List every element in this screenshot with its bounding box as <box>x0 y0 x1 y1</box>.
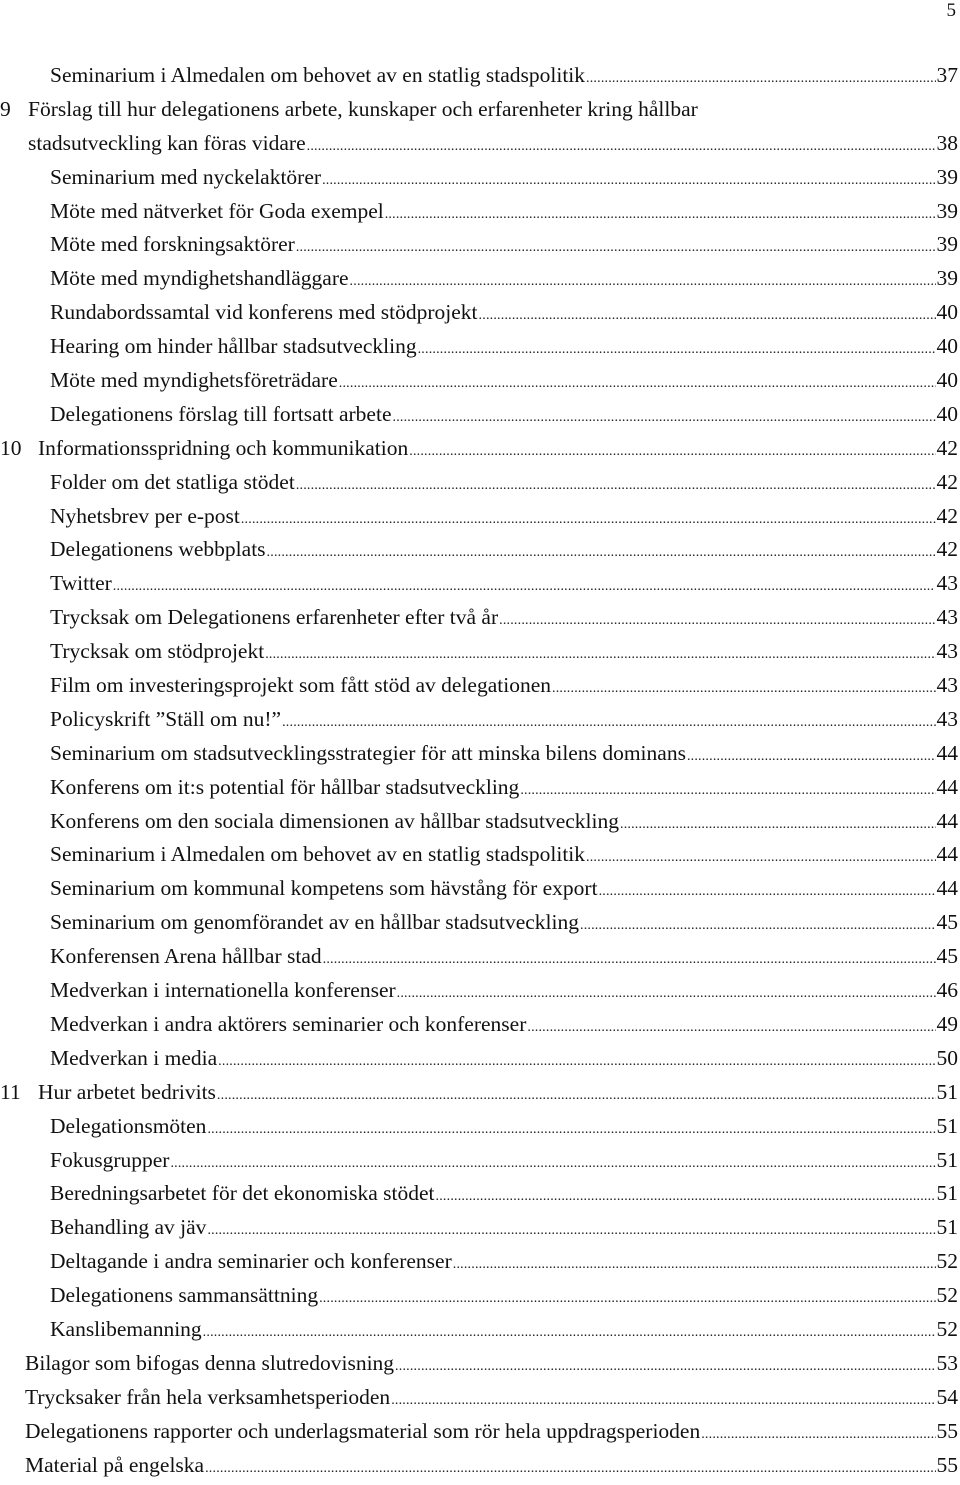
toc-entry-page: 40 <box>936 300 958 325</box>
dot-leader <box>391 1384 935 1418</box>
toc-entry-title: Möte med myndighetshandläggare <box>50 266 349 291</box>
toc-entry-page: 44 <box>936 740 958 765</box>
toc-entry[interactable] <box>0 1279 960 1313</box>
toc-entry-page: 39 <box>936 232 958 257</box>
toc-entry[interactable] <box>0 1211 960 1245</box>
toc-entry[interactable] <box>0 771 960 805</box>
dot-leader <box>218 1045 935 1079</box>
toc-entry-page: 42 <box>936 435 958 460</box>
dot-leader <box>207 1214 935 1248</box>
toc-entry-title: Hearing om hinder hållbar stadsutveckling <box>50 334 417 359</box>
toc-entry-page: 51 <box>936 1215 958 1240</box>
toc-entry-page: 44 <box>936 774 958 799</box>
toc-entry-page: 43 <box>936 639 958 664</box>
toc-entry-title: Deltagande i andra seminarier och konferenser <box>50 1249 452 1274</box>
dot-leader <box>267 536 936 570</box>
dot-leader <box>265 638 935 672</box>
toc-entry[interactable] <box>0 635 960 669</box>
toc-entry-title: Medverkan i media <box>50 1045 218 1070</box>
toc-entry-title: Film om investeringsprojekt som fått stöd av delegationen <box>50 673 551 698</box>
dot-leader <box>418 333 936 367</box>
toc-entry[interactable] <box>0 1415 960 1449</box>
toc-entry-title: Fokusgrupper <box>50 1147 170 1172</box>
toc-entry[interactable] <box>0 940 960 974</box>
dot-leader <box>203 1316 936 1350</box>
dot-leader <box>580 909 936 943</box>
toc-entry[interactable] <box>0 601 960 635</box>
toc-entry-title: Förslag till hur delegationens arbete, kunskaper och erfarenheter kring hållbar <box>28 96 698 121</box>
toc-entry[interactable] <box>0 93 960 127</box>
toc-entry-page: 51 <box>936 1079 958 1104</box>
toc-entry-page: 39 <box>936 266 958 291</box>
dot-leader <box>599 875 936 909</box>
toc-entry[interactable] <box>0 1245 960 1279</box>
toc-entry[interactable] <box>0 195 960 229</box>
dot-leader <box>552 672 936 706</box>
toc-entry-title: Möte med myndighetsföreträdare <box>50 368 338 393</box>
dot-leader <box>205 1452 935 1485</box>
toc-entry-title: Trycksak om Delegationens erfarenheter efter två år <box>50 605 499 630</box>
dot-leader <box>520 774 935 808</box>
dot-leader <box>350 265 936 299</box>
dot-leader <box>282 706 935 740</box>
toc-entry-page: 50 <box>936 1045 958 1070</box>
toc-entry-page: 53 <box>936 1350 958 1375</box>
toc-entry-page: 39 <box>936 198 958 223</box>
toc-entry-page: 51 <box>936 1181 958 1206</box>
dot-leader <box>241 503 936 537</box>
toc-entry[interactable] <box>0 398 960 432</box>
toc-entry[interactable] <box>0 1177 960 1211</box>
toc-entry-page: 46 <box>936 978 958 1003</box>
dot-leader <box>687 740 936 774</box>
toc-entry-number: 9 <box>0 96 11 121</box>
toc-entry-title: Material på engelska <box>25 1452 205 1477</box>
toc-entry-title: Trycksak om stödprojekt <box>50 639 265 664</box>
toc-entry-number: 10 <box>0 435 22 460</box>
toc-entry[interactable] <box>0 1449 960 1483</box>
toc-entry-title: Möte med forskningsaktörer <box>50 232 295 257</box>
toc-entry[interactable] <box>0 262 960 296</box>
toc-entry-page: 44 <box>936 808 958 833</box>
toc-entry-page: 43 <box>936 571 958 596</box>
toc-entry-title: Seminarium i Almedalen om behovet av en statlig stadspolitik <box>50 842 586 867</box>
toc-entry[interactable] <box>0 127 960 161</box>
toc-entry[interactable] <box>0 364 960 398</box>
toc-entry[interactable] <box>0 228 960 262</box>
dot-leader <box>586 841 935 875</box>
toc-entry-title: Medverkan i andra aktörers seminarier och konferenser <box>50 1011 527 1036</box>
toc-entry-page: 51 <box>936 1113 958 1138</box>
toc-entry-page: 54 <box>936 1384 958 1409</box>
toc-entry-title: Konferens om it:s potential för hållbar stadsutveckling <box>50 774 520 799</box>
toc-entry[interactable] <box>0 1008 960 1042</box>
toc-entry[interactable] <box>0 805 960 839</box>
dot-leader <box>296 231 936 265</box>
toc-entry-page: 52 <box>936 1316 958 1341</box>
toc-entry[interactable] <box>0 838 960 872</box>
toc-entry-page: 39 <box>936 164 958 189</box>
dot-leader <box>323 943 936 977</box>
toc-entry-page: 37 <box>936 63 958 87</box>
toc-entry-title: Beredningsarbetet för det ekonomiska stödet <box>50 1181 435 1206</box>
toc-entry[interactable] <box>0 533 960 567</box>
toc-entry-title: Delegationens sammansättning <box>50 1283 319 1308</box>
dot-leader <box>479 299 936 333</box>
toc-entry-title: Hur arbetet bedrivits <box>38 1079 216 1104</box>
toc-entry-page: 55 <box>936 1418 958 1443</box>
toc-entry[interactable] <box>0 737 960 771</box>
toc-entry[interactable] <box>0 669 960 703</box>
toc-entry-title: Nyhetsbrev per e-post <box>50 503 240 528</box>
toc-entry[interactable] <box>0 1381 960 1415</box>
toc-entry-title: Folder om det statliga stödet <box>50 469 295 494</box>
toc-entry-number: 11 <box>0 1079 21 1104</box>
toc-entry-page: 42 <box>936 469 958 494</box>
toc-entry[interactable] <box>0 296 960 330</box>
toc-entry-page: 40 <box>936 401 958 426</box>
toc-entry-page: 42 <box>936 537 958 562</box>
toc-entry-page: 55 <box>936 1452 958 1477</box>
toc-entry-page: 49 <box>936 1011 958 1036</box>
toc-entry-page: 45 <box>936 910 958 935</box>
dot-leader <box>307 130 936 164</box>
dot-leader <box>436 1180 936 1214</box>
toc-entry-title: Seminarium om stadsutvecklingsstrategier för att minska bilens dominans <box>50 740 686 765</box>
dot-leader <box>395 1350 935 1384</box>
toc-entry-title: Policyskrift ”Ställ om nu!” <box>50 706 282 731</box>
toc-entry-title: Bilagor som bifogas denna slutredovisning <box>25 1350 395 1375</box>
toc-entry[interactable] <box>0 1347 960 1381</box>
toc-entry-page: 43 <box>936 673 958 698</box>
toc-entry-title: Behandling av jäv <box>50 1215 207 1240</box>
dot-leader <box>170 1147 935 1181</box>
dot-leader <box>527 1011 935 1045</box>
toc-entry-page: 38 <box>936 130 958 155</box>
dot-leader <box>113 570 936 604</box>
toc-entry-title: Medverkan i internationella konferenser <box>50 978 396 1003</box>
toc-entry-title: Rundabordssamtal vid konferens med stödprojekt <box>50 300 478 325</box>
dot-leader <box>409 435 935 469</box>
dot-leader <box>586 62 935 96</box>
toc-entry[interactable] <box>0 974 960 1008</box>
toc-entry-page: 40 <box>936 368 958 393</box>
toc-entry-title: Seminarium i Almedalen om behovet av en statlig stadspolitik <box>50 63 586 87</box>
toc-entry-title: Seminarium med nyckelaktörer <box>50 164 322 189</box>
toc-entry-page: 40 <box>936 334 958 359</box>
toc-entry-title: Trycksaker från hela verksamhetsperioden <box>25 1384 391 1409</box>
toc-entry[interactable] <box>0 500 960 534</box>
toc-entry[interactable] <box>0 330 960 364</box>
toc-entry-page: 43 <box>936 605 958 630</box>
dot-leader <box>385 198 936 232</box>
dot-leader <box>322 164 935 198</box>
table-of-contents <box>0 59 960 1482</box>
toc-entry[interactable] <box>0 161 960 195</box>
toc-entry[interactable] <box>0 906 960 940</box>
toc-entry-title: Seminarium om kommunal kompetens som hävstång för export <box>50 876 598 901</box>
dot-leader <box>499 604 935 638</box>
toc-entry-title: Konferens om den sociala dimensionen av hållbar stadsutveckling <box>50 808 619 833</box>
toc-entry-page: 44 <box>936 876 958 901</box>
toc-entry[interactable] <box>0 1144 960 1178</box>
dot-leader <box>397 977 936 1011</box>
toc-entry[interactable] <box>0 1076 960 1110</box>
dot-leader <box>339 367 936 401</box>
dot-leader <box>296 469 936 503</box>
toc-entry[interactable] <box>0 466 960 500</box>
toc-entry-page: 43 <box>936 706 958 731</box>
toc-entry-page: 45 <box>936 944 958 969</box>
toc-entry-title: Informationsspridning och kommunikation <box>38 435 409 460</box>
toc-entry[interactable] <box>0 872 960 906</box>
toc-entry[interactable] <box>0 1042 960 1076</box>
toc-entry[interactable] <box>0 1110 960 1144</box>
dot-leader <box>319 1282 935 1316</box>
toc-entry[interactable] <box>0 432 960 466</box>
toc-entry[interactable] <box>0 59 960 93</box>
toc-entry-page: 44 <box>936 842 958 867</box>
toc-entry[interactable] <box>0 567 960 601</box>
dot-leader <box>217 1079 936 1113</box>
dot-leader <box>620 808 936 842</box>
toc-entry[interactable] <box>0 1313 960 1347</box>
toc-entry-title: Kanslibemanning <box>50 1316 202 1341</box>
toc-entry-page: 52 <box>936 1249 958 1274</box>
toc-entry-title: stadsutveckling kan föras vidare <box>28 130 306 155</box>
toc-entry-title: Delegationsmöten <box>50 1113 207 1138</box>
toc-entry-title: Delegationens webbplats <box>50 537 266 562</box>
dot-leader <box>453 1248 936 1282</box>
toc-entry-page: 42 <box>936 503 958 528</box>
toc-entry-title: Twitter <box>50 571 112 596</box>
toc-entry-page: 52 <box>936 1283 958 1308</box>
dot-leader <box>207 1113 935 1147</box>
dot-leader <box>701 1418 935 1452</box>
toc-entry-title: Möte med nätverket för Goda exempel <box>50 198 384 223</box>
dot-leader <box>393 401 936 435</box>
toc-entry-page: 51 <box>936 1147 958 1172</box>
toc-entry-title: Delegationens rapporter och underlagsmaterial som rör hela uppdragsperioden <box>25 1418 701 1443</box>
toc-entry-title: Seminarium om genomförandet av en hållbar stadsutveckling <box>50 910 579 935</box>
toc-entry-title: Konferensen Arena hållbar stad <box>50 944 322 969</box>
page-number: 5 <box>946 0 956 21</box>
toc-entry-title: Delegationens förslag till fortsatt arbete <box>50 401 392 426</box>
toc-entry[interactable] <box>0 703 960 737</box>
